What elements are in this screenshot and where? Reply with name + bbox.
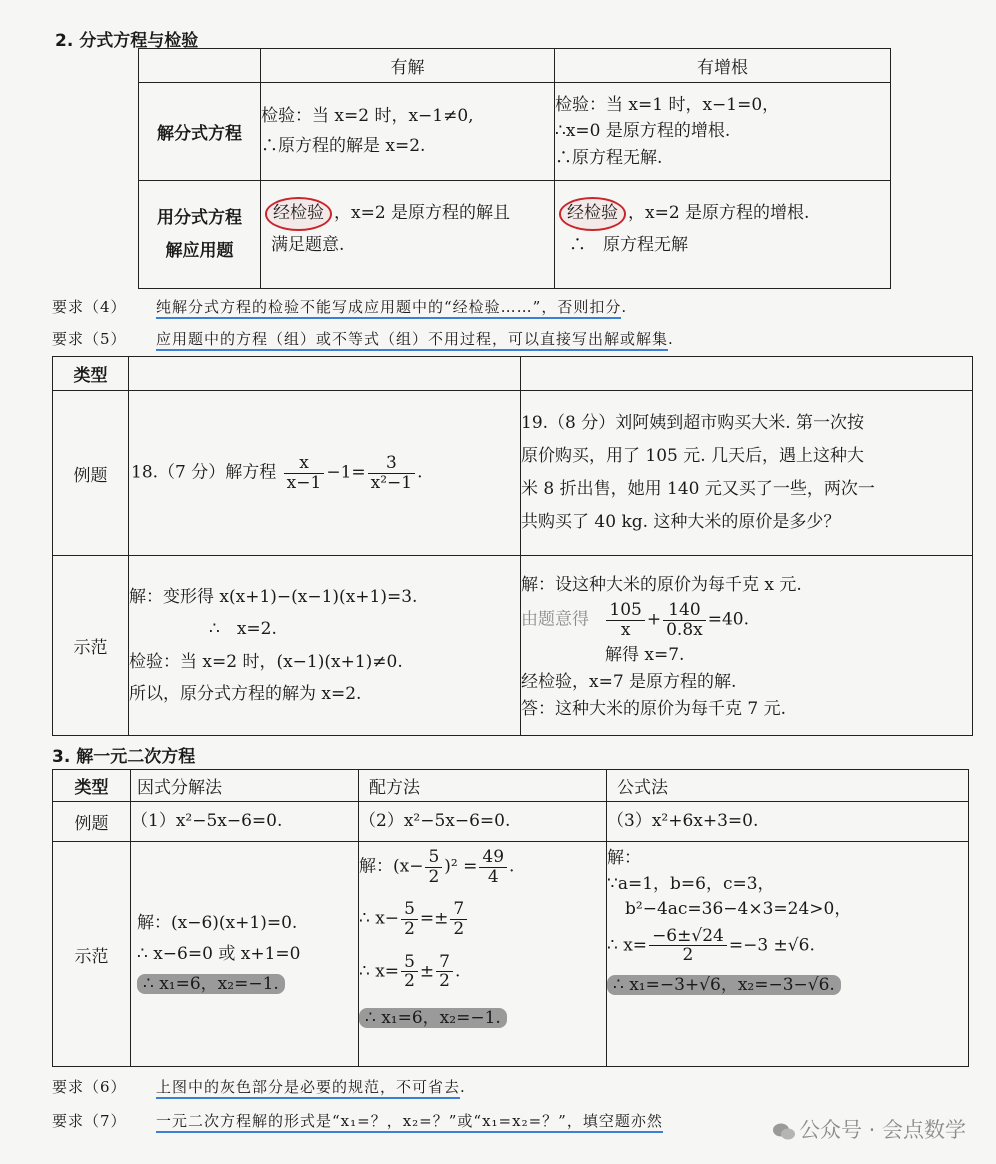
requirement-text: 应用题中的方程（组）或不等式（组）不用过程，可以直接写出解或解集 [156,330,668,351]
demo-square [359,842,607,1067]
fraction [663,601,706,639]
text-line: 解： [607,848,641,868]
text-fragment: =−3 ±√6. [728,935,815,956]
fraction-numerator: 7 [436,953,453,973]
fraction-numerator: −6±√24 [649,927,727,947]
fraction-numerator: 140 [663,601,706,621]
fraction-numerator: 5 [425,848,442,868]
empty-header [129,357,521,391]
fraction [401,900,418,938]
text-fragment: 解： [359,856,393,877]
requirement-text: 上图中的灰色部分是必要的规范，不可省去 [156,1078,460,1099]
text-line: 检验：当 x=2 时，(x−1)(x+1)≠0. [129,651,403,672]
text-fragment: 18.（7 分）解方程 [131,462,277,483]
fraction-numerator: 49 [479,848,507,868]
watermark-text: 公众号 · 会点数学 [798,1118,966,1142]
text-line: 19.（8 分）刘阿姨到超市购买大米. 第一次按 [521,412,865,433]
required-gray-highlight: ∴ x₁=6，x₂=−1. [137,974,285,994]
corner-cell [139,49,261,83]
demo-factor [131,842,359,1067]
requirement-text: 一元二次方程解的形式是“x₁=？，x₂=？”或“x₁=x₂=？”，填空题亦然 [156,1112,663,1133]
text-line: 检验：当 x=2 时，x−1≠0, [261,105,474,126]
fraction-numerator: 5 [401,900,418,920]
empty-header [521,357,973,391]
row-label-line: 解应用题 [165,240,234,261]
text-line: ∴ x=2. [209,619,277,640]
fraction [436,953,453,991]
fraction-denominator: 2 [404,919,415,940]
text-fragment: =± [419,909,449,930]
wechat-icon [773,1122,795,1140]
text-fragment: 由题意得 [521,609,589,630]
fraction-denominator: 2 [428,866,440,887]
requirement-end: . [621,298,628,316]
fraction-denominator: 2 [439,971,450,992]
text-line: 答：这种大米的原价为每千克 7 元. [521,698,787,719]
fraction-denominator: 4 [487,866,499,887]
text-fragment: ，x=2 是原方程的增根. [628,203,810,223]
text-line: 检验：当 x=1 时，x−1=0， [555,94,780,115]
fraction [479,848,507,886]
fraction-denominator: 2 [682,945,694,966]
requirement-text: 纯解分式方程的检验不能写成应用题中的“经检验……”，否则扣分 [156,298,621,319]
example-factor: （1）x²−5x−6=0. [131,802,359,842]
circled-annotation: 经检验 [265,197,332,231]
cell-solve-extraneous [555,83,891,181]
cell-demo-18 [129,556,521,736]
cell-example-18 [129,391,521,556]
text-line: 解：变形得 x(x+1)−(x−1)(x+1)=3. [129,586,418,607]
text-fragment: ，x=2 是原方程的解且 [334,203,511,223]
demo-formula [607,842,969,1067]
col-header-type: 类型 [53,357,129,391]
text-line: 所以，原分式方程的解为 x=2. [129,683,362,704]
text-line: ∴ x−6=0 或 x+1=0 [137,943,301,964]
text-line: ∴x=0 是原方程的增根. [555,121,731,142]
text-line: ∴ 原方程无解 [569,234,688,255]
fraction-denominator: x−1 [286,472,322,493]
requirement-4 [52,296,627,317]
col-header-type: 类型 [53,770,131,802]
fraction [284,454,325,492]
watermark [773,1114,966,1144]
fraction [401,953,418,991]
text-fragment: . [509,856,515,877]
text-fragment: . [417,462,423,483]
required-gray-highlight: ∴ x₁=−3+√6，x₂=−3−√6. [607,975,841,995]
fraction [368,454,415,492]
text-line: 解：设这种大米的原价为每千克 x 元. [521,574,802,595]
requirement-5 [52,328,674,349]
requirement-tag: 要求（6） [52,1078,127,1096]
requirement-6 [52,1076,466,1097]
cell-application-extraneous [555,181,891,289]
requirement-end: . [460,1078,466,1096]
cell-solve-solved [261,83,555,181]
fraction-numerator: x [284,454,325,474]
section-2-title: 2. 分式方程与检验 [55,31,199,51]
text-fragment: (x− [393,856,424,877]
text-line: ∴原方程的解是 x=2. [261,135,426,156]
fraction-denominator: 2 [404,971,415,992]
row-label-example: 例题 [53,802,131,842]
text-fragment: )² = [444,856,478,877]
text-line: 原价购买，用了 105 元. 几天后，遇上这种大 [521,445,865,466]
requirement-tag: 要求（5） [52,330,127,348]
quadratic-table [52,769,969,1067]
text-fragment: + [646,609,662,630]
fraction-numerator: 7 [450,900,467,920]
example-formula: （3）x²+6x+3=0. [607,802,969,842]
text-fragment: ∴ x= [359,961,400,982]
cell-demo-19 [521,556,973,736]
fraction-numerator: 105 [606,601,644,621]
text-line: b²−4ac=36−4×3=24>0， [625,899,852,919]
col-header-factor: 因式分解法 [131,770,359,802]
text-line: ∴原方程无解. [555,147,663,168]
fraction [450,900,467,938]
text-line: ∵a=1，b=6，c=3， [607,873,775,894]
text-line: 解：(x−6)(x+1)=0. [137,913,298,934]
requirement-tag: 要求（7） [52,1112,127,1130]
required-gray-highlight: ∴ x₁=6，x₂=−1. [359,1008,507,1028]
col-header-extraneous: 有增根 [555,49,891,83]
text-fragment: −1= [326,462,366,483]
fraction-denominator: 0.8x [666,619,703,640]
circled-annotation: 经检验 [559,197,626,231]
row-label-line: 用分式方程 [157,208,242,229]
row-label-application [139,181,261,289]
text-fragment: =40. [707,609,750,630]
requirement-tag: 要求（4） [52,298,127,316]
row-label-demo: 示范 [53,556,129,736]
text-line: 共购买了 40 kg. 这种大米的原价是多少？ [521,512,841,533]
text-line: 米 8 折出售，她用 140 元又买了一些，两次一 [521,479,875,499]
examples-table [52,356,973,736]
section-3-title: 3. 解一元二次方程 [52,747,196,767]
col-header-solved: 有解 [261,49,555,83]
requirement-end: . [668,330,674,348]
cell-application-solved [261,181,555,289]
text-line: 经检验，x=7 是原方程的解. [521,671,737,692]
fraction-equation-table [138,48,891,289]
text-fragment: ± [419,961,435,982]
fraction [606,601,644,639]
row-label-demo: 示范 [53,842,131,1067]
fraction [425,848,442,886]
text-line: 满足题意. [271,234,345,255]
cell-example-19 [521,391,973,556]
fraction-numerator: 5 [401,953,418,973]
col-header-square: 配方法 [359,770,607,802]
example-square: （2）x²−5x−6=0. [359,802,607,842]
fraction-denominator: x [620,619,631,640]
fraction [649,927,727,965]
row-label-solve-fraction: 解分式方程 [139,83,261,181]
text-fragment: . [454,961,461,982]
fraction-denominator: 2 [453,919,465,940]
fraction-denominator: x²−1 [370,472,413,493]
text-fragment: ∴ x− [359,909,400,930]
col-header-formula: 公式法 [607,770,969,802]
text-line: 解得 x=7. [605,644,685,665]
row-label-example: 例题 [53,391,129,556]
requirement-7 [52,1110,663,1131]
text-fragment: ∴ x= [607,935,648,956]
fraction-numerator: 3 [368,454,415,474]
